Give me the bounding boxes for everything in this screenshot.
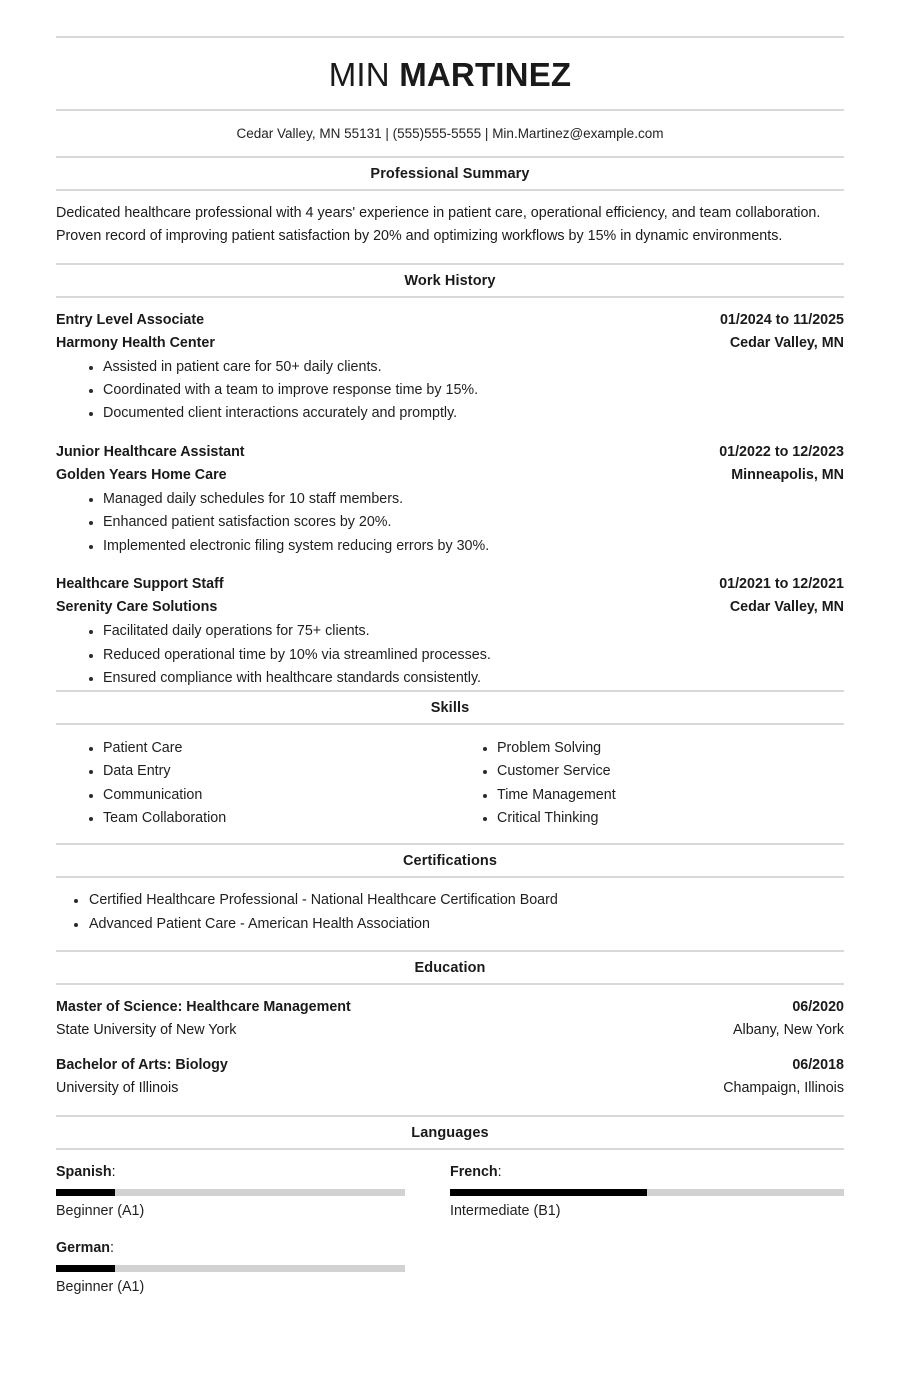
summary-text: Dedicated healthcare professional with 4 years' experience in patient care, operational efficiency, and team collaboration. Proven record of improving patient satisfaction by 20% and optimizing workflows by 15% in dynamic environments. [56, 205, 821, 245]
job-location: Cedar Valley, MN [729, 334, 844, 351]
language-proficiency-fill [56, 1265, 115, 1272]
education-degree: Master of Science: Healthcare Management [56, 998, 351, 1015]
language-proficiency-fill [56, 1189, 115, 1196]
education-school-row [56, 1077, 844, 1100]
resume-document [0, 36, 900, 1386]
list-item: Reduced operational time by 10% via streamlined processes. [56, 644, 844, 667]
section-heading-work-history: Work History [56, 263, 844, 298]
languages-list [56, 1150, 844, 1314]
page-title [56, 58, 844, 91]
list-item: Coordinated with a team to improve response time by 15%. [56, 379, 844, 402]
job-company: Harmony Health Center [56, 334, 215, 351]
education-school: University of Illinois [56, 1080, 179, 1097]
language-label [56, 1162, 405, 1183]
section-heading-education: Education [56, 950, 844, 985]
section-work-history [56, 263, 844, 691]
education-list [56, 985, 844, 1115]
education-school-row [56, 1019, 844, 1042]
job-bullet-list [56, 356, 844, 426]
work-entry [56, 573, 844, 690]
job-location: Minneapolis, MN [731, 466, 844, 483]
work-entry-company-row [56, 464, 844, 487]
work-entry [56, 441, 844, 558]
list-item: Time Management [450, 784, 844, 807]
job-title: Entry Level Associate [56, 311, 205, 328]
language-colon: : [111, 1163, 116, 1180]
language-entry [56, 1162, 450, 1222]
education-location: Champaign, Illinois [723, 1080, 844, 1097]
list-item: Implemented electronic filing system reducing errors by 30%. [56, 535, 844, 558]
work-entry-title-row [56, 573, 844, 596]
section-skills [56, 690, 844, 843]
header-top-rule [56, 36, 844, 38]
job-location: Cedar Valley, MN [729, 599, 844, 616]
list-item: Ensured compliance with healthcare standards consistently. [56, 667, 844, 690]
list-item: Managed daily schedules for 10 staff members. [56, 488, 844, 511]
section-certifications [56, 843, 844, 950]
education-degree-row [56, 996, 844, 1019]
work-entry-title-row [56, 441, 844, 464]
list-item: Problem Solving [450, 737, 844, 760]
certifications-list [56, 878, 844, 950]
work-entry-company-row [56, 332, 844, 355]
work-history-list [56, 298, 844, 691]
list-item: Certified Healthcare Professional - National Healthcare Certification Board [56, 889, 844, 912]
list-item: Data Entry [56, 760, 450, 783]
job-dates: 01/2021 to 12/2021 [719, 575, 844, 592]
section-education [56, 950, 844, 1115]
education-date: 06/2020 [792, 998, 844, 1015]
language-level: Beginner (A1) [56, 1202, 145, 1219]
job-company: Serenity Care Solutions [56, 599, 218, 616]
work-entry-company-row [56, 596, 844, 619]
skills-list-left [56, 737, 450, 830]
education-entry [56, 996, 844, 1042]
language-proficiency-fill [450, 1189, 647, 1196]
list-item: Assisted in patient care for 50+ daily clients. [56, 356, 844, 379]
language-level: Beginner (A1) [56, 1279, 145, 1296]
section-heading-certifications: Certifications [56, 843, 844, 878]
job-dates: 01/2024 to 11/2025 [719, 311, 844, 328]
language-name: Spanish [56, 1163, 112, 1180]
education-school: State University of New York [56, 1022, 237, 1039]
list-item: Enhanced patient satisfaction scores by 20%. [56, 511, 844, 534]
education-location: Albany, New York [733, 1022, 844, 1039]
section-professional-summary [56, 156, 844, 262]
section-heading-skills: Skills [56, 690, 844, 725]
contact-line: Cedar Valley, MN 55131 | (555)555-5555 | Min.Martinez@example.com [236, 126, 664, 141]
education-degree: Bachelor of Arts: Biology [56, 1057, 228, 1074]
work-entry-title-row [56, 309, 844, 332]
list-item: Patient Care [56, 737, 450, 760]
job-company: Golden Years Home Care [56, 466, 227, 483]
list-item: Customer Service [450, 760, 844, 783]
language-name: German [56, 1239, 111, 1256]
education-date: 06/2018 [792, 1057, 844, 1074]
list-item: Team Collaboration [56, 807, 450, 830]
skills-column-left [56, 736, 450, 830]
list-item: Advanced Patient Care - American Health Association [56, 913, 844, 936]
job-title: Healthcare Support Staff [56, 575, 224, 592]
certification-bullet-list [56, 889, 844, 936]
language-colon: : [497, 1163, 502, 1180]
job-dates: 01/2022 to 12/2023 [719, 443, 844, 460]
section-languages [56, 1115, 844, 1314]
job-title: Junior Healthcare Assistant [56, 443, 245, 460]
language-name: French [450, 1163, 498, 1180]
list-item: Documented client interactions accurately and promptly. [56, 402, 844, 425]
language-label [450, 1162, 844, 1183]
language-colon: : [110, 1239, 115, 1256]
first-name: MIN [328, 56, 390, 93]
education-entry [56, 1054, 844, 1100]
section-heading-languages: Languages [56, 1115, 844, 1150]
language-proficiency-bar [56, 1265, 405, 1272]
work-entry [56, 309, 844, 426]
section-heading-summary: Professional Summary [56, 156, 844, 191]
language-entry [56, 1238, 450, 1298]
job-bullet-list [56, 488, 844, 558]
language-proficiency-bar [56, 1189, 405, 1196]
language-proficiency-bar [450, 1189, 844, 1196]
skills-list-right [450, 737, 844, 830]
list-item: Facilitated daily operations for 75+ clients. [56, 620, 844, 643]
list-item: Communication [56, 784, 450, 807]
language-entry [450, 1162, 844, 1222]
skills-column-right [450, 736, 844, 830]
job-bullet-list [56, 620, 844, 690]
language-level: Intermediate (B1) [450, 1202, 561, 1219]
language-label [56, 1238, 405, 1259]
education-degree-row [56, 1054, 844, 1077]
skills-columns [56, 725, 844, 843]
last-name: MARTINEZ [399, 56, 572, 93]
list-item: Critical Thinking [450, 807, 844, 830]
